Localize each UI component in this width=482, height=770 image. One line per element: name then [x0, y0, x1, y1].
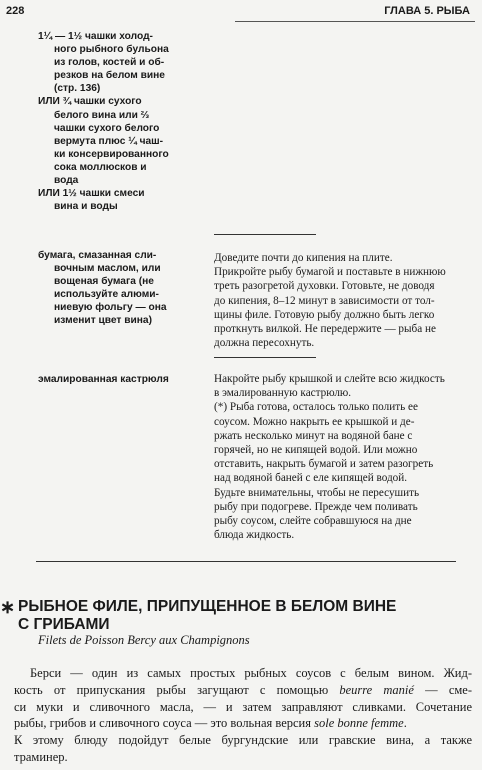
paragraph-line: си муки и сливочного масла, — и затем заправляют сливками. Сочетание	[14, 699, 472, 714]
paragraph-line: К этому блюду подойдут белые бургундские или гравские вина, а также	[14, 733, 472, 748]
instruction-line: до кипения, 8–12 минут в зависимости от тол-	[214, 294, 435, 307]
french-term: beurre manié	[339, 682, 414, 697]
ingredient-line: 1¼ — 1½ чашки холод-	[38, 31, 153, 42]
paragraph-text: .	[403, 716, 407, 731]
ingredient-line: сока моллюсков и	[54, 161, 147, 173]
ingredient-line: вода	[54, 175, 79, 187]
ingredient-line: белого вина или ⅔	[54, 109, 150, 121]
instruction-line: щины филе. Готовую рыбу должно быть легко	[214, 308, 435, 321]
ingredient-line: ИЛИ 1½ чашки смеси	[38, 188, 145, 200]
section-end-rule	[36, 561, 456, 562]
instruction-line: Будьте внимательны, чтобы не пересушить	[214, 486, 420, 499]
instruction-line: Накройте рыбу крышкой и слейте всю жидкость	[214, 373, 445, 385]
ingredient-line: вермута плюс ¼ чаш-	[54, 135, 164, 147]
paragraph-line	[14, 682, 472, 699]
instruction-line: в эмалированную кастрюлю.	[214, 387, 352, 400]
instruction-line: ржать несколько минут на водяной бане с	[214, 429, 413, 442]
ingredient-block-pan	[38, 373, 200, 386]
instruction-line: отставить, накрыть бумагой и затем разогреть	[214, 458, 434, 471]
ingredient-line: ного рыбного бульона	[54, 44, 169, 56]
ingredient-line: изменит цвет вина)	[54, 315, 152, 327]
instruction-line: соусом. Можно накрыть ее крышкой и де-	[214, 415, 415, 428]
instruction-line: треть разогретой духовки. Готовьте, не доводя	[214, 280, 435, 293]
instruction-line: горячей, но не кипящей водой. Или можно	[214, 444, 418, 457]
ingredient-line: ниевую фольгу — она	[54, 302, 167, 314]
instruction-line: Доведите почти до кипения на плите.	[214, 252, 393, 264]
instruction-line: проткнуть вилкой. Не передержите — рыба не	[214, 323, 436, 336]
separator-rule	[214, 357, 316, 358]
paragraph-text: — сме-	[413, 682, 472, 697]
instruction-line: Прикройте рыбу бумагой и поставьте в нижнюю	[214, 266, 446, 279]
ingredient-line: резков на белом вине	[54, 70, 165, 82]
header-rule	[235, 21, 475, 22]
ingredient-line: эмалированная кастрюля	[38, 374, 169, 385]
ingredient-line: вощеная бумага (не	[54, 276, 154, 288]
instruction-line: рыбу соусом, слейте собравшуюся на дне	[214, 515, 412, 528]
page-number: 228	[6, 5, 25, 17]
chapter-title: ГЛАВА 5. РЫБА	[384, 5, 470, 17]
french-term: sole bonne femme	[314, 716, 404, 731]
instruction-line: блюда жидкость.	[214, 529, 295, 542]
recipe-title-line: С ГРИБАМИ	[18, 616, 110, 633]
ingredient-line: из голов, костей и об-	[54, 57, 165, 69]
instruction-block-drain	[214, 372, 476, 542]
paragraph-line: траминер.	[14, 749, 68, 764]
ingredient-block-paper	[38, 249, 200, 328]
ingredient-line: вочным маслом, или	[54, 263, 161, 275]
paragraph-line: Берси — один из самых простых рыбных соусов с белым вином. Жид-	[30, 666, 472, 680]
ingredient-line: (стр. 136)	[54, 83, 101, 95]
recipe-title-line: РЫБНОЕ ФИЛЕ, ПРИПУЩЕННОЕ В БЕЛОМ ВИНЕ	[18, 598, 397, 615]
page-header	[0, 5, 482, 19]
instruction-line: должна пересохнуть.	[214, 337, 315, 350]
ingredient-line: используйте алюми-	[54, 289, 159, 301]
paragraph-text: рыбы, грибов и сливочного соуса — это вольная версия	[14, 716, 315, 731]
ingredient-line: ИЛИ ¾ чашки сухого	[38, 96, 142, 108]
instruction-line: рыбу при подогреве. Прежде чем поливать	[214, 500, 418, 513]
ingredient-line: бумага, смазанная сли-	[38, 250, 157, 261]
star-icon: ∗	[0, 597, 16, 617]
paragraph-line	[14, 715, 472, 732]
ingredient-line: ки консервированного	[54, 148, 169, 160]
paragraph-text: кость от припускания рыбы загущают с помощью	[14, 682, 340, 697]
separator-rule	[214, 234, 316, 235]
recipe-subtitle: Filets de Poisson Bercy aux Champignons	[38, 633, 250, 647]
ingredient-line: чашки сухого белого	[54, 122, 160, 134]
recipe-title	[0, 597, 397, 634]
recipe-intro-paragraph	[14, 665, 472, 766]
ingredient-block-stock	[38, 30, 200, 213]
instruction-line: над водяной баней с еле кипящей водой.	[214, 472, 408, 485]
instruction-block-poach	[214, 251, 476, 350]
ingredient-line: вина и воды	[54, 201, 118, 213]
instruction-line: (*) Рыба готова, осталось только полить ее	[214, 401, 418, 414]
